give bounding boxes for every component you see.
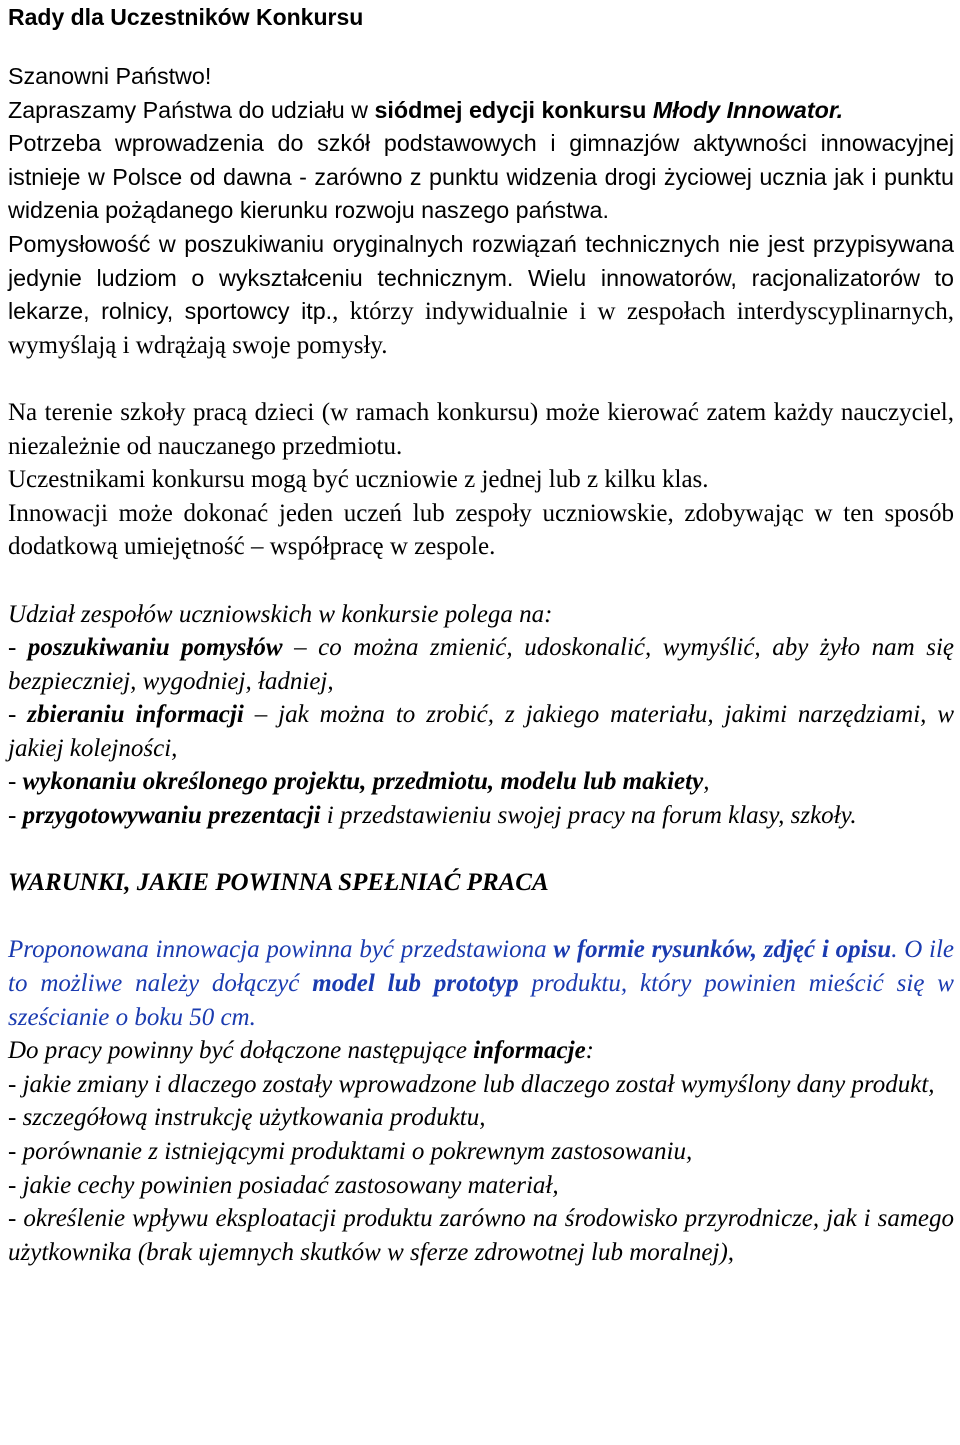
- information-text-a: Do pracy powinny być dołączone następujące: [8, 1037, 474, 1065]
- participants-paragraph: Uczestnikami konkursu mogą być uczniowie z jednej lub z kilku klas.: [8, 466, 709, 494]
- greeting: Szanowni Państwo!: [8, 63, 212, 89]
- item-4-bold: przygotowywaniu prezentacji: [22, 802, 321, 830]
- teacher-paragraph: Na terenie szkoły pracą dzieci (w ramach konkursu) może kierować zatem każdy nauczyciel, niezależnie od nauczanego przedmiotu.: [8, 398, 954, 460]
- conditions-text-a: Proponowana innowacja powinna być przedstawiona: [8, 936, 554, 964]
- conditions-model-bold: model lub prototyp: [312, 970, 519, 998]
- conditions-heading: WARUNKI, JAKIE POWINNA SPEŁNIAĆ PRACA: [8, 869, 549, 897]
- information-item-4: - jakie cechy powinien posiadać zastosowany materiał,: [8, 1171, 559, 1199]
- intro-paragraph-1: Potrzeba wprowadzenia do szkół podstawowych i gimnazjów aktywności innowacyjnej istnieje w Polsce od dawna - zarówno z punktu widzenia drogi życiowej ucznia jak i punktu widzenia pożądanego kierunku rozwoju naszego państwa.: [8, 130, 954, 224]
- conditions-text-c: . O ile to możliwe należy dołączyć: [8, 936, 955, 998]
- information-item-2: - szczegółową instrukcję użytkowania produktu,: [8, 1104, 486, 1132]
- participation-item-1: [8, 631, 954, 698]
- information-item-3: - porównanie z istniejącymi produktami o pokrewnym zastosowaniu,: [8, 1138, 693, 1165]
- intro-paragraph-2a: Pomysłowość w poszukiwaniu oryginalnych rozwiązań technicznych nie jest przypisywana jedynie ludziom o wykształceniu technicznym. Wielu innowatorów, racjonalizatorów to lekarze, rolnicy, sportowcy itp.: [8, 230, 954, 325]
- information-text-c: :: [585, 1037, 594, 1065]
- item-3-bold: wykonaniu określonego projektu, przedmiotu, modelu lub makiety: [22, 768, 704, 796]
- item-dash: -: [8, 634, 28, 662]
- item-dash: -: [8, 768, 23, 796]
- edition-label: siódmej edycji konkursu: [374, 96, 653, 123]
- item-2-bold: zbieraniu informacji: [27, 701, 244, 729]
- conditions-form-bold: w formie rysunków, zdjęć i opisu: [553, 936, 892, 964]
- item-dash: -: [8, 802, 23, 830]
- document-title: Rady dla Uczestników Konkursu: [8, 4, 364, 30]
- intro-paragraph-2: [8, 228, 954, 362]
- invitation-line: [8, 94, 954, 128]
- item-2-rest: – jak można to zrobić, z jakiego materiału, jakimi narzędziami, w jakiej kolejności,: [8, 701, 955, 762]
- invitation-text: Zapraszamy Państwa do udziału w: [8, 96, 375, 123]
- participation-item-4: [8, 799, 954, 833]
- item-1-bold: poszukiwaniu pomysłów: [27, 634, 283, 662]
- item-dash: -: [8, 701, 28, 729]
- conditions-text-e: produktu, który powinien mieścić się w sześcianie o boku 50 cm.: [8, 970, 954, 1031]
- participation-item-2: [8, 698, 954, 765]
- information-intro: [8, 1034, 954, 1068]
- information-bold: informacje: [473, 1037, 586, 1065]
- innovation-paragraph: Innowacji może dokonać jeden uczeń lub zespoły uczniowskie, zdobywając w ten sposób dodatkową umiejętność – współpracę w zespole.: [8, 499, 954, 561]
- information-item-5: - określenie wpływu eksploatacji produktu zarówno na środowisko przyrodnicze, jak i samego użytkownika (brak ujemnych skutków w sferze zdrowotnej lub moralnej),: [8, 1205, 954, 1266]
- intro-paragraph-2b: , którzy indywidualnie i w zespołach interdyscyplinarnych, wymyślają i wdrążają swoje pomysły.: [8, 298, 954, 359]
- contest-name: Młody Innowator.: [652, 96, 844, 123]
- item-1-rest: – co można zmienić, udoskonalić, wymyślić, aby żyło nam się bezpieczniej, wygodniej, ładniej,: [8, 634, 954, 695]
- item-3-rest: ,: [703, 768, 710, 796]
- participation-item-3: [8, 765, 954, 799]
- information-item-1: - jakie zmiany i dlaczego zostały wprowadzone lub dlaczego został wymyślony dany produkt,: [8, 1070, 935, 1098]
- conditions-paragraph: [8, 933, 954, 1034]
- item-4-rest: i przedstawieniu swojej pracy na forum klasy, szkoły.: [320, 802, 857, 830]
- participation-heading: Udział zespołów uczniowskich w konkursie polega na:: [8, 600, 553, 628]
